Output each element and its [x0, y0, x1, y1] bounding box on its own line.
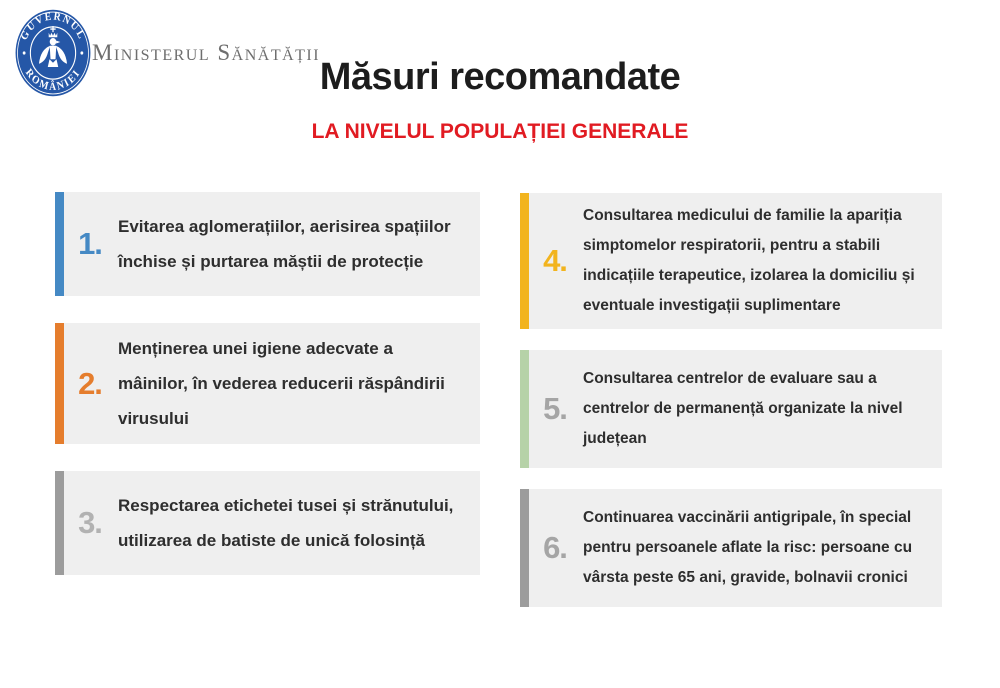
svg-text:GUVERNUL: GUVERNUL: [19, 10, 87, 43]
measure-text: Evitarea aglomerațiilor, aerisirea spațiilor închise și purtarea măștii de protecție: [118, 217, 451, 271]
measure-text: Continuarea vaccinării antigripale, în special pentru persoanele aflate la risc: persoane cu vârsta peste 65 ani, gravide, bolnavii cronici: [583, 509, 913, 586]
accent-bar: [55, 471, 64, 575]
measure-text: Consultarea medicului de familie la apariția simptomelor respiratorii, pentru a stabili indicațiile terapeutice, izolarea la domiciliu și eventuale investigații suplimentare: [583, 207, 915, 314]
measure-card-1: [55, 192, 480, 296]
page-title: Măsuri recomandate: [319, 56, 681, 98]
accent-bar: [55, 192, 64, 296]
measure-text: Respectarea etichetei tusei și strănutului, utilizarea de batiste de unică folosință: [118, 496, 454, 550]
measure-number: 6.: [543, 530, 567, 565]
measure-number: 5.: [543, 391, 567, 426]
measure-text: Consultarea centrelor de evaluare sau a centrelor de permanență organizate la nivel județean: [583, 370, 903, 447]
measure-card-5: [520, 350, 942, 468]
measures-column-right: [520, 193, 942, 607]
measure-card-2: [55, 323, 480, 444]
measure-card-3: [55, 471, 480, 575]
measure-number: 2.: [78, 365, 102, 401]
measure-number: 4.: [543, 243, 567, 278]
measure-text: Menținerea unei igiene adecvate a mâinilor, în vederea reducerii răspândirii virusului: [118, 339, 445, 428]
svg-text:ROMÂNIEI: ROMÂNIEI: [23, 66, 83, 94]
measure-number: 3.: [78, 505, 102, 540]
accent-bar: [520, 489, 529, 607]
accent-bar: [520, 193, 529, 329]
accent-bar: [55, 323, 64, 444]
accent-bar: [520, 350, 529, 468]
measure-number: 1.: [78, 226, 102, 261]
measure-card-4: [520, 193, 942, 329]
title-block: [0, 56, 1000, 144]
page-subtitle: LA NIVELUL POPULAȚIEI GENERALE: [311, 120, 689, 143]
measures-column-left: [55, 192, 480, 575]
ministry-name: Ministerul Sănătății: [92, 40, 321, 65]
measure-card-6: [520, 489, 942, 607]
